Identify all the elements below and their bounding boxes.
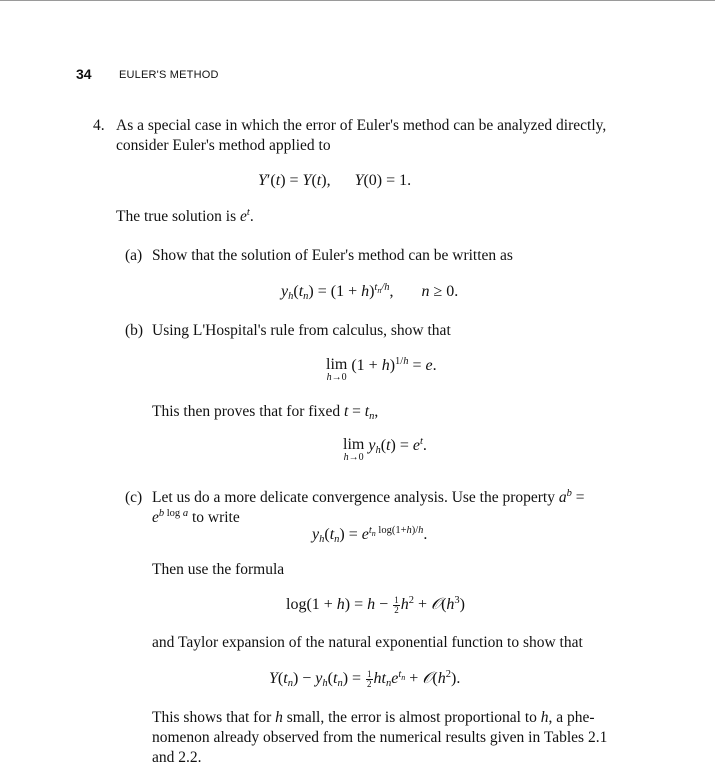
ode-equation: Y′(t) = Y(t), Y(0) = 1. xyxy=(258,172,412,189)
page-top-rule xyxy=(0,0,715,1)
true-solution-sentence: The true solution is $e^t$. xyxy=(116,207,254,225)
problem-intro-line-1: As a special case in which the error of Euler's method can be analyzed directly, xyxy=(116,117,607,134)
part-b-then-sentence: This then proves that for fixed $t = t_n$, xyxy=(152,403,379,422)
part-c-then-use: Then use the formula xyxy=(152,561,285,578)
problem-number: 4. xyxy=(93,117,105,134)
part-c-label: (c) xyxy=(125,489,143,506)
part-c-conclusion-line-1: This shows that for h small, the error is almost proportional to h, a phe- xyxy=(152,709,595,726)
part-b-text: Using L'Hospital's rule from calculus, show that xyxy=(152,322,451,339)
part-b-label: (b) xyxy=(125,322,144,339)
part-c-taylor-sentence: and Taylor expansion of the natural exponential function to show that xyxy=(152,634,583,651)
part-a-text: Show that the solution of Euler's method can be written as xyxy=(152,247,513,264)
euler-solution-equation: $y_h(t_n) = (1 + h)^{t_n/h}$, n ≥ 0. xyxy=(281,282,459,302)
problem-intro-line-2: consider Euler's method applied to xyxy=(116,137,331,154)
part-c-conclusion-line-2: nomenon already observed from the numerical results given in Tables 2.1 xyxy=(152,729,608,746)
lhospital-limit-equation: lim h→0 $(1 + h)^{1/h} = e$. xyxy=(326,356,437,383)
convergence-limit-equation: lim h→0 $y_h(t) = e^t$. xyxy=(343,436,427,463)
page-number: 34 xyxy=(76,66,92,82)
part-a-label: (a) xyxy=(125,247,143,264)
running-header: EULER'S METHOD xyxy=(119,69,219,81)
error-expansion-equation: $Y(t_n) - y_h(t_n)$ = $\frac{1}{2}$ $ht_ne^{t_n}$ + $𝒪(h^2)$. xyxy=(269,669,461,690)
exp-log-equation: $y_h(t_n) = e^{t_n log(1+h)/h}$. xyxy=(312,525,428,545)
log-series-equation: log(1 + h) = h − $\frac{1}{2}$ $h^2$ + $𝒪(h^3)$ xyxy=(286,595,465,615)
part-c-line-1: Let us do a more delicate convergence analysis. Use the property $a^b$ = xyxy=(152,488,585,506)
part-c-line-2: $e^{b log a}$ to write xyxy=(152,508,240,526)
part-c-conclusion-line-3: and 2.2. xyxy=(152,749,202,766)
